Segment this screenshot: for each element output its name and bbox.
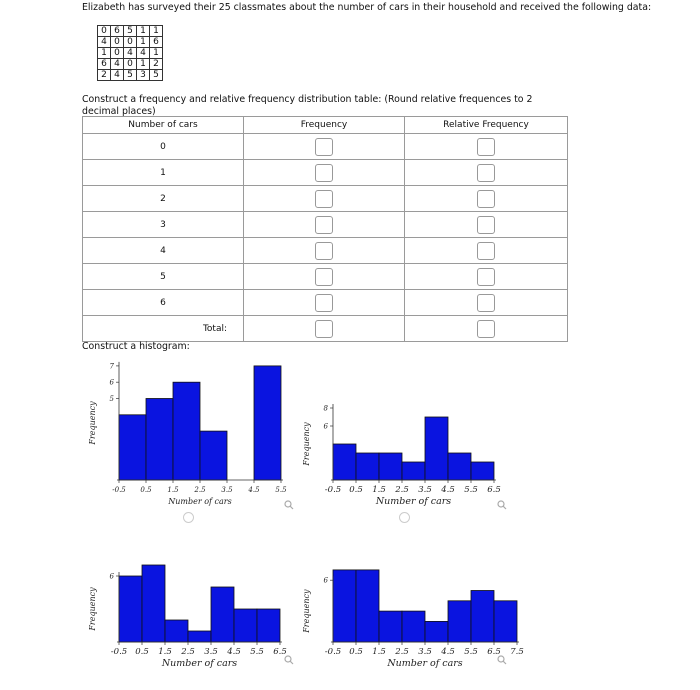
y-axis-title: Frequency bbox=[88, 401, 97, 445]
histogram-radio-1[interactable] bbox=[183, 512, 194, 523]
table-row bbox=[83, 290, 568, 316]
y-axis-title: Frequency bbox=[302, 422, 311, 466]
relative-frequency-input[interactable] bbox=[477, 190, 495, 208]
x-tick-label: 2.5 bbox=[395, 647, 409, 657]
histogram-option-1[interactable] bbox=[80, 362, 287, 532]
total-row bbox=[83, 316, 568, 342]
x-axis-title: Number of cars bbox=[168, 497, 232, 506]
grid-cell: 4 bbox=[111, 59, 124, 70]
input-cell bbox=[244, 186, 405, 212]
histogram-radio-2[interactable] bbox=[399, 512, 410, 523]
frequency-input[interactable] bbox=[315, 138, 333, 156]
cars-value: 1 bbox=[83, 160, 244, 186]
input-cell bbox=[405, 160, 568, 186]
y-axis-title: Frequency bbox=[88, 587, 97, 631]
histogram-bar bbox=[333, 444, 356, 480]
grid-cell: 3 bbox=[137, 70, 150, 81]
total-frequency-input[interactable] bbox=[315, 320, 333, 338]
histogram-bar bbox=[402, 462, 425, 480]
frequency-input[interactable] bbox=[315, 294, 333, 312]
grid-cell: 0 bbox=[124, 59, 137, 70]
cars-value: 4 bbox=[83, 238, 244, 264]
x-tick-label: 2.5 bbox=[181, 647, 195, 657]
x-tick-label: 4.5 bbox=[248, 486, 260, 494]
frequency-table bbox=[82, 116, 568, 342]
input-cell bbox=[405, 264, 568, 290]
grid-cell: 5 bbox=[124, 70, 137, 81]
y-tick-label: 6 bbox=[323, 576, 328, 585]
table-row bbox=[83, 238, 568, 264]
grid-cell: 1 bbox=[137, 26, 150, 37]
zoom-icon[interactable] bbox=[284, 655, 294, 665]
x-tick-label: 1.5 bbox=[158, 647, 172, 657]
grid-row bbox=[98, 48, 163, 59]
y-tick-label: 5 bbox=[109, 395, 114, 403]
x-tick-label: 6.5 bbox=[487, 647, 501, 657]
x-tick-label: 0.5 bbox=[349, 485, 363, 495]
histogram-bar bbox=[119, 415, 146, 480]
x-tick-label: 6.5 bbox=[273, 647, 287, 657]
grid-cell: 5 bbox=[124, 26, 137, 37]
grid-row bbox=[98, 37, 163, 48]
y-tick-label: 6 bbox=[323, 422, 328, 431]
x-axis-title: Number of cars bbox=[375, 496, 452, 507]
total-label: Total: bbox=[83, 316, 244, 342]
input-cell bbox=[405, 186, 568, 212]
input-cell bbox=[244, 212, 405, 238]
grid-cell: 0 bbox=[124, 37, 137, 48]
input-cell bbox=[405, 316, 568, 342]
grid-cell: 1 bbox=[137, 59, 150, 70]
x-axis-title: Number of cars bbox=[161, 658, 238, 669]
histogram-bar bbox=[379, 611, 402, 642]
x-tick-label: 3.5 bbox=[204, 647, 218, 657]
y-axis-title: Frequency bbox=[302, 589, 311, 633]
x-tick-label: -0.5 bbox=[324, 647, 342, 657]
table-row bbox=[83, 212, 568, 238]
frequency-input[interactable] bbox=[315, 164, 333, 182]
relative-frequency-input[interactable] bbox=[477, 138, 495, 156]
histogram-option-3[interactable] bbox=[80, 530, 287, 690]
histogram-bar bbox=[448, 601, 471, 642]
x-tick-label: 1.5 bbox=[372, 647, 386, 657]
histogram-bar bbox=[425, 621, 448, 642]
y-tick-label: 6 bbox=[109, 378, 114, 387]
frequency-input[interactable] bbox=[315, 190, 333, 208]
total-relative-frequency-input[interactable] bbox=[477, 320, 495, 338]
grid-cell: 4 bbox=[124, 48, 137, 59]
x-tick-label: 7.5 bbox=[510, 647, 524, 657]
grid-cell: 6 bbox=[150, 37, 163, 48]
relative-frequency-input[interactable] bbox=[477, 164, 495, 182]
cars-value: 2 bbox=[83, 186, 244, 212]
histogram-bar bbox=[142, 565, 165, 642]
table-row bbox=[83, 160, 568, 186]
input-cell bbox=[405, 134, 568, 160]
table-row bbox=[83, 134, 568, 160]
grid-cell: 4 bbox=[98, 37, 111, 48]
x-axis-title: Number of cars bbox=[387, 658, 463, 669]
histogram-bar bbox=[356, 453, 379, 480]
y-tick-label: 8 bbox=[323, 404, 328, 413]
grid-cell: 4 bbox=[137, 48, 150, 59]
relative-frequency-input[interactable] bbox=[477, 216, 495, 234]
histogram-bar bbox=[471, 462, 494, 480]
histogram-bar bbox=[356, 570, 379, 642]
grid-row bbox=[98, 70, 163, 81]
histogram-bar bbox=[402, 611, 425, 642]
histogram-bar bbox=[379, 453, 402, 480]
grid-cell: 5 bbox=[150, 70, 163, 81]
x-tick-label: 2.5 bbox=[395, 485, 409, 495]
cars-value: 6 bbox=[83, 290, 244, 316]
grid-cell: 2 bbox=[150, 59, 163, 70]
histogram-bar bbox=[254, 366, 281, 480]
histogram-bar bbox=[119, 576, 142, 642]
table-instruction: Construct a frequency and relative frequency distribution table: (Round relative frequences to 2 decimal places) bbox=[82, 94, 533, 117]
grid-row bbox=[98, 59, 163, 70]
x-tick-label: 1.5 bbox=[167, 486, 179, 494]
x-tick-label: 5.5 bbox=[464, 647, 478, 657]
histogram-bar bbox=[165, 620, 188, 642]
header-relative-frequency: Relative Frequency bbox=[405, 117, 568, 134]
histogram-bar bbox=[234, 609, 257, 642]
x-tick-label: 3.5 bbox=[418, 485, 432, 495]
x-tick-label: 5.5 bbox=[275, 486, 287, 494]
frequency-input[interactable] bbox=[315, 268, 333, 286]
x-tick-label: 5.5 bbox=[250, 647, 264, 657]
grid-row bbox=[98, 26, 163, 37]
grid-cell: 0 bbox=[98, 26, 111, 37]
histogram-bar bbox=[173, 382, 200, 480]
grid-cell: 1 bbox=[150, 26, 163, 37]
input-cell bbox=[244, 160, 405, 186]
y-tick-label: 7 bbox=[109, 362, 114, 371]
frequency-input[interactable] bbox=[315, 242, 333, 260]
input-cell bbox=[244, 264, 405, 290]
grid-cell: 0 bbox=[111, 48, 124, 59]
input-cell bbox=[244, 316, 405, 342]
histogram-bar bbox=[448, 453, 471, 480]
y-tick-label: 6 bbox=[109, 572, 114, 581]
cars-value: 5 bbox=[83, 264, 244, 290]
relative-frequency-input[interactable] bbox=[477, 268, 495, 286]
header-number-of-cars: Number of cars bbox=[83, 117, 244, 134]
histogram-option-4[interactable] bbox=[295, 530, 524, 690]
x-tick-label: -0.5 bbox=[324, 485, 342, 495]
histogram-bar bbox=[188, 631, 211, 642]
x-tick-label: 1.5 bbox=[372, 485, 386, 495]
histogram-bar bbox=[333, 570, 356, 642]
x-tick-label: 4.5 bbox=[441, 647, 455, 657]
grid-cell: 4 bbox=[111, 70, 124, 81]
x-tick-label: -0.5 bbox=[112, 486, 126, 494]
histogram-option-2[interactable] bbox=[295, 372, 501, 532]
grid-cell: 0 bbox=[111, 37, 124, 48]
table-row bbox=[83, 186, 568, 212]
input-cell bbox=[405, 238, 568, 264]
cars-value: 0 bbox=[83, 134, 244, 160]
zoom-icon[interactable] bbox=[284, 500, 294, 510]
grid-cell: 1 bbox=[137, 37, 150, 48]
survey-data-grid bbox=[97, 25, 163, 81]
histogram-bar bbox=[200, 431, 227, 480]
x-tick-label: 3.5 bbox=[418, 647, 432, 657]
zoom-icon[interactable] bbox=[497, 655, 507, 665]
x-tick-label: 0.5 bbox=[135, 647, 149, 657]
question-prompt: Elizabeth has surveyed their 25 classmates about the number of cars in their household and received the following data: bbox=[82, 2, 652, 13]
frequency-input[interactable] bbox=[315, 216, 333, 234]
input-cell bbox=[405, 290, 568, 316]
header-frequency: Frequency bbox=[244, 117, 405, 134]
x-tick-label: -0.5 bbox=[110, 647, 128, 657]
relative-frequency-input[interactable] bbox=[477, 294, 495, 312]
cars-value: 3 bbox=[83, 212, 244, 238]
histogram-bar bbox=[425, 417, 448, 480]
histogram-bar bbox=[494, 601, 517, 642]
x-tick-label: 4.5 bbox=[227, 647, 241, 657]
input-cell bbox=[244, 134, 405, 160]
x-tick-label: 0.5 bbox=[349, 647, 363, 657]
input-cell bbox=[244, 238, 405, 264]
input-cell bbox=[405, 212, 568, 238]
grid-cell: 1 bbox=[98, 48, 111, 59]
x-tick-label: 2.5 bbox=[194, 486, 206, 494]
histogram-bar bbox=[471, 591, 494, 643]
histogram-bar bbox=[257, 609, 280, 642]
grid-cell: 2 bbox=[98, 70, 111, 81]
x-tick-label: 6.5 bbox=[487, 485, 501, 495]
histogram-bar bbox=[211, 587, 234, 642]
x-tick-label: 0.5 bbox=[140, 486, 152, 494]
x-tick-label: 3.5 bbox=[221, 486, 233, 494]
grid-cell: 6 bbox=[111, 26, 124, 37]
grid-cell: 1 bbox=[150, 48, 163, 59]
table-row bbox=[83, 264, 568, 290]
relative-frequency-input[interactable] bbox=[477, 242, 495, 260]
x-tick-label: 4.5 bbox=[441, 485, 455, 495]
histogram-bar bbox=[146, 399, 173, 481]
x-tick-label: 5.5 bbox=[464, 485, 478, 495]
input-cell bbox=[244, 290, 405, 316]
zoom-icon[interactable] bbox=[497, 500, 507, 510]
grid-cell: 6 bbox=[98, 59, 111, 70]
histogram-instruction: Construct a histogram: bbox=[82, 341, 190, 352]
